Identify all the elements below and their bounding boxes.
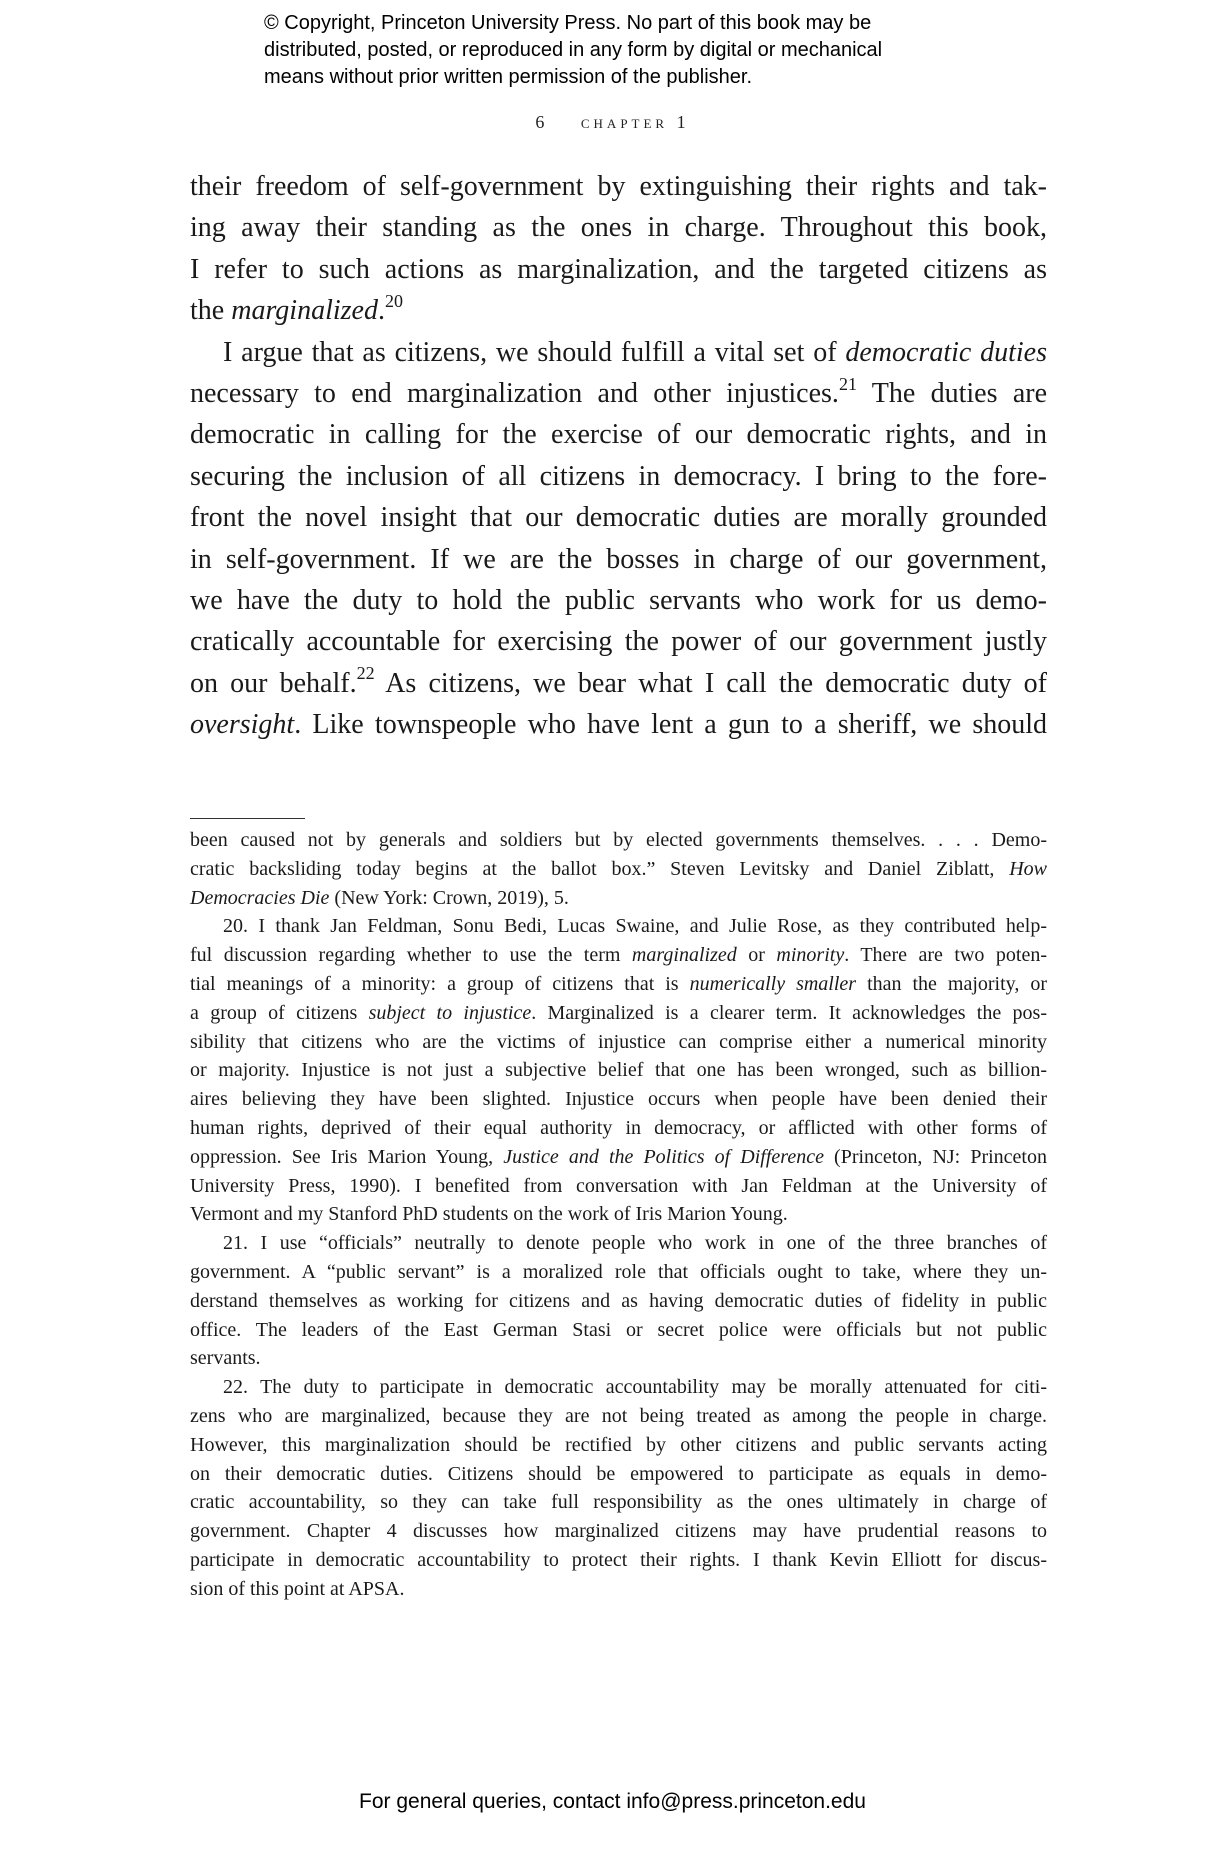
text-line: necessary to end marginalization and other injustices.$^{21}$ The duties are <box>190 373 1048 409</box>
footnote-line: cratic accountability, so they can take full responsibility as the ones ultimately in charge of <box>190 1491 1047 1514</box>
footnotes <box>190 826 1047 1604</box>
text-line: their freedom of self-government by extinguishing their rights and tak- <box>190 171 1047 202</box>
page-number: 6 <box>535 112 548 132</box>
footnote-line: University Press, 1990). I benefited from conversation with Jan Feldman at the University of <box>190 1174 1047 1197</box>
footnote-ref[interactable]: 22 <box>356 663 375 684</box>
text-line: on our behalf.$^{22}$ As citizens, we bear what I call the democratic duty of <box>190 663 1047 699</box>
footnote-line: derstand themselves as working for citizens and as having democratic duties of fidelity in public <box>190 1289 1047 1312</box>
footnote-line: Vermont and my Stanford PhD students on the work of Iris Marion Young. <box>190 1203 788 1226</box>
footnote-21: 21. I use “officials” neutrally to denote people who work in one of the three branches of <box>223 1232 1047 1255</box>
footnote-line: sion of this point at APSA. <box>190 1577 405 1600</box>
footnote-line: participate in democratic accountability to protect their rights. I thank Kevin Elliott for discus- <box>190 1548 1047 1571</box>
text-line: the marginalized.$^{20}$ <box>190 290 403 327</box>
footnote-line: Democracies Die (New York: Crown, 2019), 5. <box>190 886 569 909</box>
footnote-line: zens who are marginalized, because they are not being treated as among the people in charge. <box>190 1404 1047 1427</box>
footnote-line: or majority. Injustice is not just a subjective belief that one has been wronged, such as billion- <box>190 1059 1047 1082</box>
footnote-22: 22. The duty to participate in democratic accountability may be morally attenuated for citi- <box>223 1376 1047 1399</box>
copyright-line: distributed, posted, or reproduced in any form by digital or mechanical <box>264 39 883 61</box>
footnote-line: tial meanings of a minority: a group of citizens that is numerically smaller than the majority, or <box>190 972 1048 995</box>
text-line: ing away their standing as the ones in charge. Throughout this book, <box>190 212 1047 244</box>
chapter-label: chapter 1 <box>580 112 690 132</box>
copyright-line: means without prior written permission of the publisher. <box>264 66 753 88</box>
footnote-line: aires believing they have been slighted. Injustice occurs when people have been denied their <box>190 1088 1047 1111</box>
footnote-ref[interactable]: 20 <box>384 290 403 311</box>
footnote-line: ful discussion regarding whether to use the term marginalized or minority. There are two poten- <box>190 944 1047 967</box>
text-line: we have the duty to hold the public servants who work for us demo- <box>190 584 1047 616</box>
footnote-line: sibility that citizens who are the victims of injustice can comprise either a numerical minority <box>190 1030 1047 1053</box>
footnote-line: However, this marginalization should be rectified by other citizens and public servants acting <box>190 1433 1047 1456</box>
text-line: oversight. Like townspeople who have lent a gun to a sheriff, we should <box>190 709 1047 741</box>
footnote-line: cratic backsliding today begins at the ballot box.” Steven Levitsky and Daniel Ziblatt, How <box>190 857 1047 880</box>
footnote-divider <box>190 818 305 819</box>
copyright-notice <box>264 10 984 91</box>
text-line: democratic in calling for the exercise of our democratic rights, and in <box>190 419 1047 451</box>
text-line: front the novel insight that our democratic duties are morally grounded <box>190 502 1047 534</box>
footnote-line: oppression. See Iris Marion Young, Justice and the Politics of Difference (Princeton, NJ: Princeton <box>190 1145 1047 1168</box>
footnote-line: a group of citizens subject to injustice. Marginalized is a clearer term. It acknowledges the pos- <box>190 1001 1047 1024</box>
footnote-line: servants. <box>190 1347 261 1370</box>
running-head <box>0 112 1225 133</box>
text-line: in self-government. If we are the bosses in charge of our government, <box>190 543 1047 575</box>
text-line: cratically accountable for exercising the power of our government justly <box>190 626 1047 658</box>
main-text <box>190 166 1047 745</box>
copyright-line: © Copyright, Princeton University Press. No part of this book may be <box>264 12 872 34</box>
footer-contact: For general queries, contact info@press.princeton.edu <box>359 1790 866 1813</box>
footnote-line: on their democratic duties. Citizens should be empowered to participate as equals in demo- <box>190 1462 1047 1485</box>
footnote-line: been caused not by generals and soldiers but by elected governments themselves. . . . Demo- <box>190 829 1047 851</box>
footnote-ref[interactable]: 21 <box>838 373 857 394</box>
footnote-line: government. Chapter 4 discusses how marginalized citizens may have prudential reasons to <box>190 1520 1047 1543</box>
footnote-line: government. A “public servant” is a moralized role that officials ought to take, where they un- <box>190 1260 1047 1283</box>
footnote-line: human rights, deprived of their equal authority in democracy, or afflicted with other forms of <box>190 1116 1047 1139</box>
text-line: I refer to such actions as marginalization, and the targeted citizens as <box>190 253 1047 285</box>
footnote-20: 20. I thank Jan Feldman, Sonu Bedi, Lucas Swaine, and Julie Rose, as they contributed help- <box>223 915 1047 938</box>
text-line: I argue that as citizens, we should fulfill a vital set of democratic duties <box>223 336 1048 368</box>
text-line: securing the inclusion of all citizens in democracy. I bring to the fore- <box>190 460 1047 492</box>
footnote-line: office. The leaders of the East German Stasi or secret police were officials but not public <box>190 1318 1047 1341</box>
